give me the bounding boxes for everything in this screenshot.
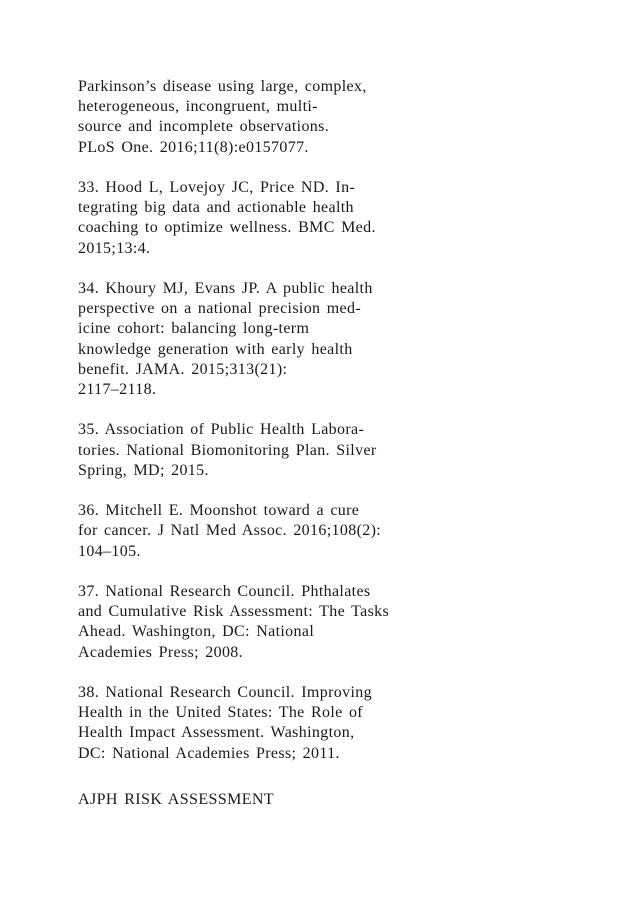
reference-line: tegrating big data and actionable health — [78, 199, 354, 217]
reference-line: benefit. JAMA. 2015;313(21): — [78, 360, 288, 378]
reference-line: tories. National Biomonitoring Plan. Silver — [78, 441, 377, 459]
reference-line: Ahead. Washington, DC: National — [78, 623, 315, 641]
reference-line: Parkinson’s disease using large, complex, — [78, 78, 367, 95]
reference-entry-34 — [78, 279, 598, 400]
reference-line: heterogeneous, incongruent, multi- — [78, 98, 318, 116]
reference-line: DC: National Academies Press; 2011. — [78, 744, 340, 762]
reference-line: icine cohort: balancing long-term — [78, 320, 310, 338]
reference-entry-continued — [78, 77, 598, 158]
reference-line: and Cumulative Risk Assessment: The Tasks — [78, 603, 390, 621]
reference-line: 38. National Research Council. Improving — [78, 684, 372, 701]
reference-line: 37. National Research Council. Phthalates — [78, 583, 371, 600]
reference-line: for cancer. J Natl Med Assoc. 2016;108(2): — [78, 522, 382, 540]
reference-line: coaching to optimize wellness. BMC Med. — [78, 219, 376, 237]
reference-line: Health in the United States: The Role of — [78, 704, 363, 722]
reference-entry-38 — [78, 683, 598, 764]
reference-line: knowledge generation with early health — [78, 340, 353, 358]
reference-list — [78, 77, 598, 784]
reference-line: 36. Mitchell E. Moonshot toward a cure — [78, 502, 360, 520]
reference-entry-36 — [78, 501, 598, 562]
reference-entry-35 — [78, 420, 598, 481]
reference-line: Health Impact Assessment. Washington, — [78, 724, 355, 742]
reference-entry-33 — [78, 178, 598, 259]
reference-line: 34. Khoury MJ, Evans JP. A public health — [78, 280, 373, 297]
reference-entry-37 — [78, 582, 598, 663]
reference-line: PLoS One. 2016;11(8):e0157077. — [78, 138, 309, 156]
reference-line: perspective on a national precision med- — [78, 300, 362, 318]
reference-line: 2117–2118. — [78, 381, 157, 399]
reference-line: Spring, MD; 2015. — [78, 461, 209, 479]
reference-line: 33. Hood L, Lovejoy JC, Price ND. In- — [78, 179, 356, 196]
section-footer-label: AJPH RISK ASSESSMENT — [78, 791, 275, 808]
reference-line: source and incomplete observations. — [78, 118, 330, 136]
reference-line: 104–105. — [78, 542, 141, 560]
reference-line: 2015;13:4. — [78, 239, 151, 257]
reference-line: 35. Association of Public Health Labora- — [78, 421, 365, 439]
reference-line: Academies Press; 2008. — [78, 643, 244, 661]
